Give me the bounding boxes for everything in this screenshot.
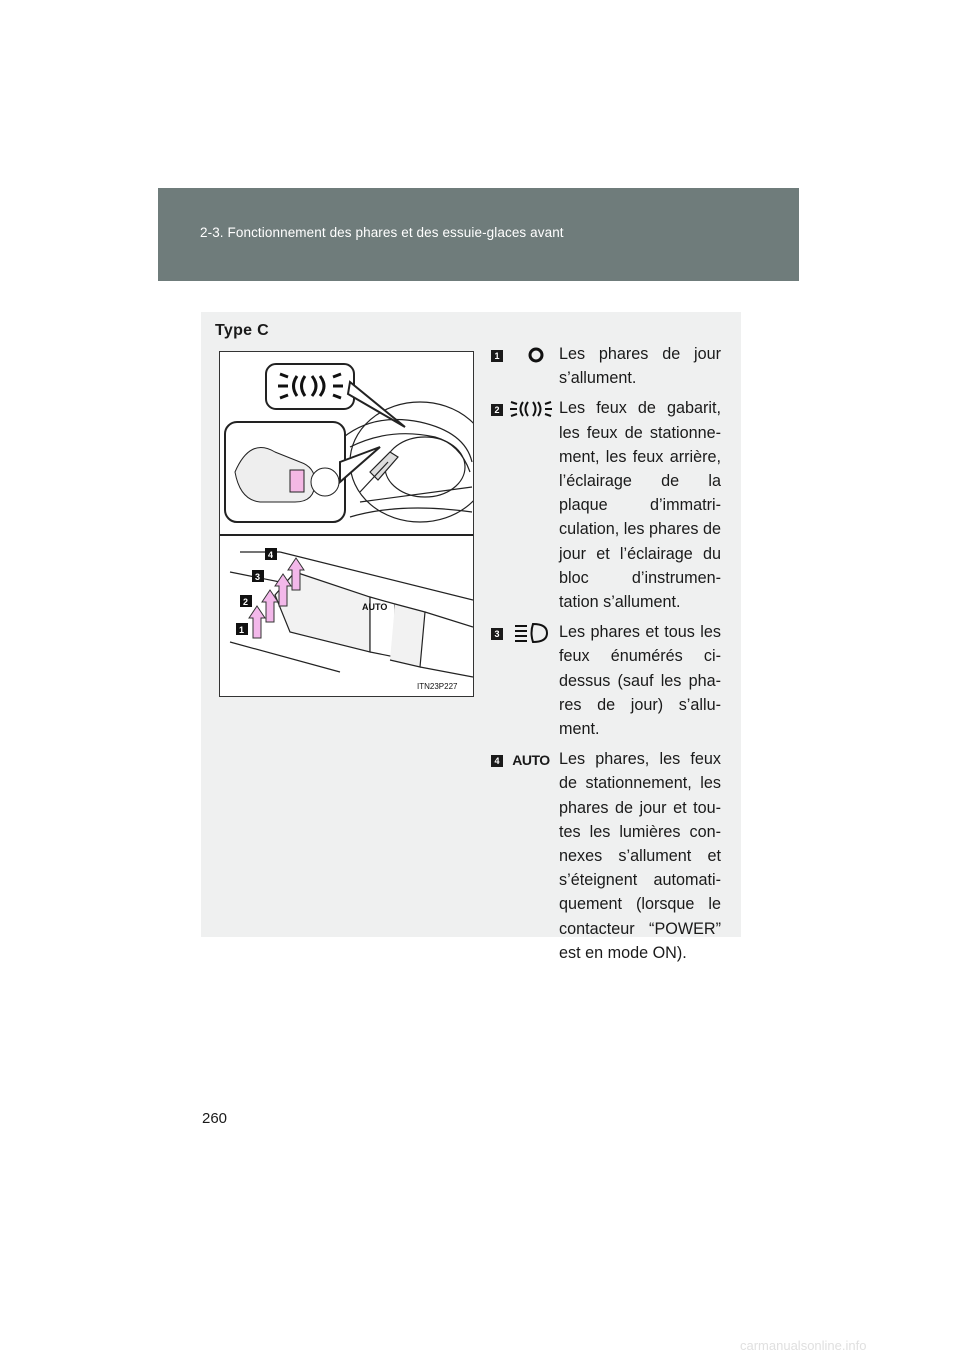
- item-number: 3: [491, 628, 503, 640]
- item-description: Les phares, les feux de stationnement, les phares de jour et tou-tes les lumières con-nexes s’allument et s’éteignent automati-quement (lorsque le contacteur “POWER” est en mode ON).: [559, 750, 721, 962]
- callout-symbol-bubble: [266, 364, 405, 427]
- item-description: Les phares de jour s’allument.: [559, 345, 721, 388]
- item-number: 1: [491, 350, 503, 362]
- callout-1: 1: [239, 625, 245, 635]
- item-description: Les phares et tous les feux énumérés ci-dessus (sauf les pha-res de jour) s’allu-ment.: [559, 623, 721, 739]
- auto-label: AUTO: [362, 602, 388, 612]
- list-item: [491, 620, 721, 741]
- content-panel: [201, 312, 741, 962]
- callout-3: 3: [255, 572, 261, 582]
- page-number: 260: [202, 1110, 228, 1127]
- list-item: [491, 747, 721, 965]
- daytime-running-light-icon: [509, 342, 553, 368]
- list-item: [491, 342, 721, 390]
- type-title: Type C: [215, 322, 269, 339]
- item-number: 2: [491, 404, 503, 416]
- auto-symbol-text: AUTO: [512, 752, 550, 769]
- list-item: [491, 396, 721, 614]
- watermark: carmanualsonline.info: [740, 1338, 867, 1353]
- illustration-code: ITN23P227: [417, 682, 458, 691]
- item-number: 4: [491, 755, 503, 767]
- callout-2: 2: [243, 597, 249, 607]
- auto-icon: [509, 747, 553, 773]
- item-description: Les feux de gabarit, les feux de stationne-ment, les feux arrière, l’éclairage de la plaque d’immatri-culation, les phares de jour et l’éclairage du bloc d’instrumen-tation s’allument.: [559, 399, 721, 612]
- light-positions-list: [491, 342, 721, 971]
- headlight-icon: [509, 620, 553, 646]
- callout-4: 4: [268, 550, 274, 560]
- section-header: [158, 188, 799, 281]
- parking-light-icon: [509, 396, 553, 422]
- switch-illustration: [219, 351, 474, 697]
- section-title: 2-3. Fonctionnement des phares et des essuie-glaces avant: [200, 225, 564, 240]
